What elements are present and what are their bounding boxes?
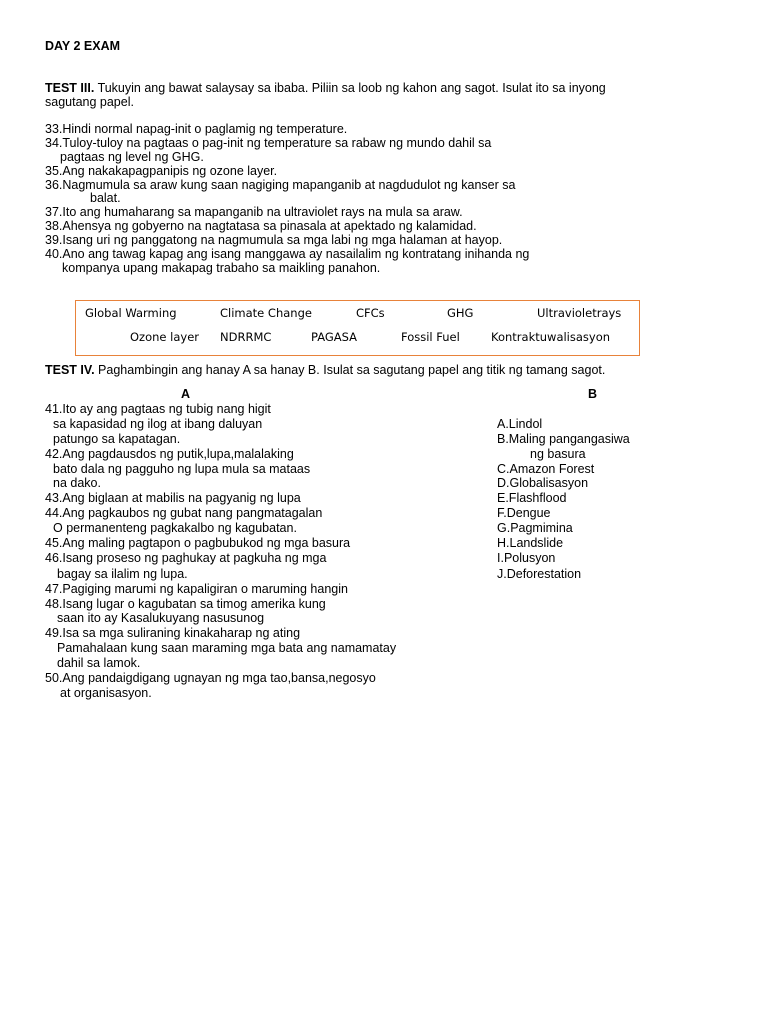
col-a-line: at organisasyon. [60, 686, 152, 700]
col-b-option: H.Landslide [497, 536, 564, 550]
word-option: Fossil Fuel [401, 330, 460, 344]
word-option: Global Warming [85, 306, 177, 320]
col-a-line: 48.Isang lugar o kagubatan sa timog amerika kung [45, 597, 326, 611]
col-a-line: Pamahalaan kung saan maraming mga bata ang namamatay [57, 641, 397, 655]
col-a-line: 43.Ang biglaan at mabilis na pagyanig ng lupa [45, 491, 301, 505]
col-b-option: A.Lindol [497, 417, 543, 431]
test3-item-34: 34.Tuloy-tuloy na pagtaas o pag-init ng temperature sa rabaw ng mundo dahil sa [45, 136, 492, 150]
col-b-option: D.Globalisasyon [497, 476, 589, 490]
test3-item-37: 37.Ito ang humaharang sa mapanganib na ultraviolet rays na mula sa araw. [45, 205, 463, 219]
test3-item-40-cont: kompanya upang makapag trabaho sa maikling panahon. [62, 261, 381, 275]
col-a-line: 47.Pagiging marumi ng kapaligiran o maruming hangin [45, 582, 348, 596]
test3-item-34-cont: pagtaas ng level ng GHG. [60, 150, 204, 164]
test3-instruction-text: Tukuyin ang bawat salaysay sa ibaba. Piliin sa loob ng kahon ang sagot. Isulat ito sa inyong [97, 81, 606, 95]
word-option: Ultravioletrays [537, 306, 622, 320]
col-a-line: patungo sa kapatagan. [53, 432, 181, 446]
col-b-option-cont: ng basura [530, 447, 586, 461]
col-b-option: J.Deforestation [497, 567, 582, 581]
answer-word-box [75, 300, 640, 356]
test4-label: TEST IV. [45, 363, 95, 377]
test3-item-36: 36.Nagmumula sa araw kung saan nagiging mapanganib at nagdudulot ng kanser sa [45, 178, 516, 192]
word-option: PAGASA [311, 330, 358, 344]
col-a-line: 45.Ang maling pagtapon o pagbubukod ng mga basura [45, 536, 351, 550]
col-a-line: saan ito ay Kasalukuyang nasusunog [57, 611, 265, 625]
test4-instruction [45, 363, 605, 377]
col-a-line: 41.Ito ay ang pagtaas ng tubig nang higit [45, 402, 271, 416]
exam-title: DAY 2 EXAM [45, 39, 121, 53]
test3-label: TEST III. [45, 81, 95, 95]
word-option: GHG [447, 306, 474, 320]
test3-item-39: 39.Isang uri ng panggatong na nagmumula sa mga labi ng mga halaman at hayop. [45, 233, 503, 247]
col-b-option: C.Amazon Forest [497, 462, 595, 476]
col-b-option: E.Flashflood [497, 491, 567, 505]
word-option: Ozone layer [130, 330, 199, 344]
test3-item-38: 38.Ahensya ng gobyerno na nagtatasa sa pinasala at apektado ng kalamidad. [45, 219, 477, 233]
word-option: NDRRMC [220, 330, 272, 344]
column-b-header: B [588, 387, 598, 401]
test3-instruction-line1 [45, 81, 606, 95]
col-a-line: 50.Ang pandaigdigang ugnayan ng mga tao,bansa,negosyo [45, 671, 376, 685]
col-a-line: 42.Ang pagdausdos ng putik,lupa,malalaking [45, 447, 294, 461]
col-a-line: na dako. [53, 476, 101, 490]
col-b-option: I.Polusyon [497, 551, 556, 565]
word-option: Kontraktuwalisasyon [491, 330, 611, 344]
col-a-line: 49.Isa sa mga suliraning kinakaharap ng ating [45, 626, 301, 640]
test3-item-33: 33.Hindi normal napag-init o paglamig ng temperature. [45, 122, 348, 136]
col-a-line: 44.Ang pagkaubos ng gubat nang pangmatagalan [45, 506, 323, 520]
col-a-line: 46.Isang proseso ng paghukay at pagkuha ng mga [45, 551, 327, 565]
col-a-line: O permanenteng pagkakalbo ng kagubatan. [53, 521, 297, 535]
col-b-option: F.Dengue [497, 506, 551, 520]
test4-instruction-text: Paghambingin ang hanay A sa hanay B. Isulat sa sagutang papel ang titik ng tamang sagot. [98, 363, 606, 377]
test3-item-40: 40.Ano ang tawag kapag ang isang manggawa ay nasailalim ng kontratang inihanda ng [45, 247, 530, 261]
word-option: Climate Change [220, 306, 312, 320]
test3-item-35: 35.Ang nakakapagpanipis ng ozone layer. [45, 164, 278, 178]
col-b-option: B.Maling pangangasiwa [497, 432, 630, 446]
col-a-line: dahil sa lamok. [57, 656, 141, 670]
col-a-line: sa kapasidad ng ilog at ibang daluyan [53, 417, 263, 431]
col-b-option: G.Pagmimina [497, 521, 573, 535]
col-a-line: bagay sa ilalim ng lupa. [57, 567, 188, 581]
word-option: CFCs [356, 306, 385, 320]
col-a-line: bato dala ng pagguho ng lupa mula sa mataas [53, 462, 311, 476]
column-a-header: A [181, 387, 191, 401]
test3-item-36-cont: balat. [90, 191, 121, 205]
test3-instruction-line2: sagutang papel. [45, 95, 134, 109]
